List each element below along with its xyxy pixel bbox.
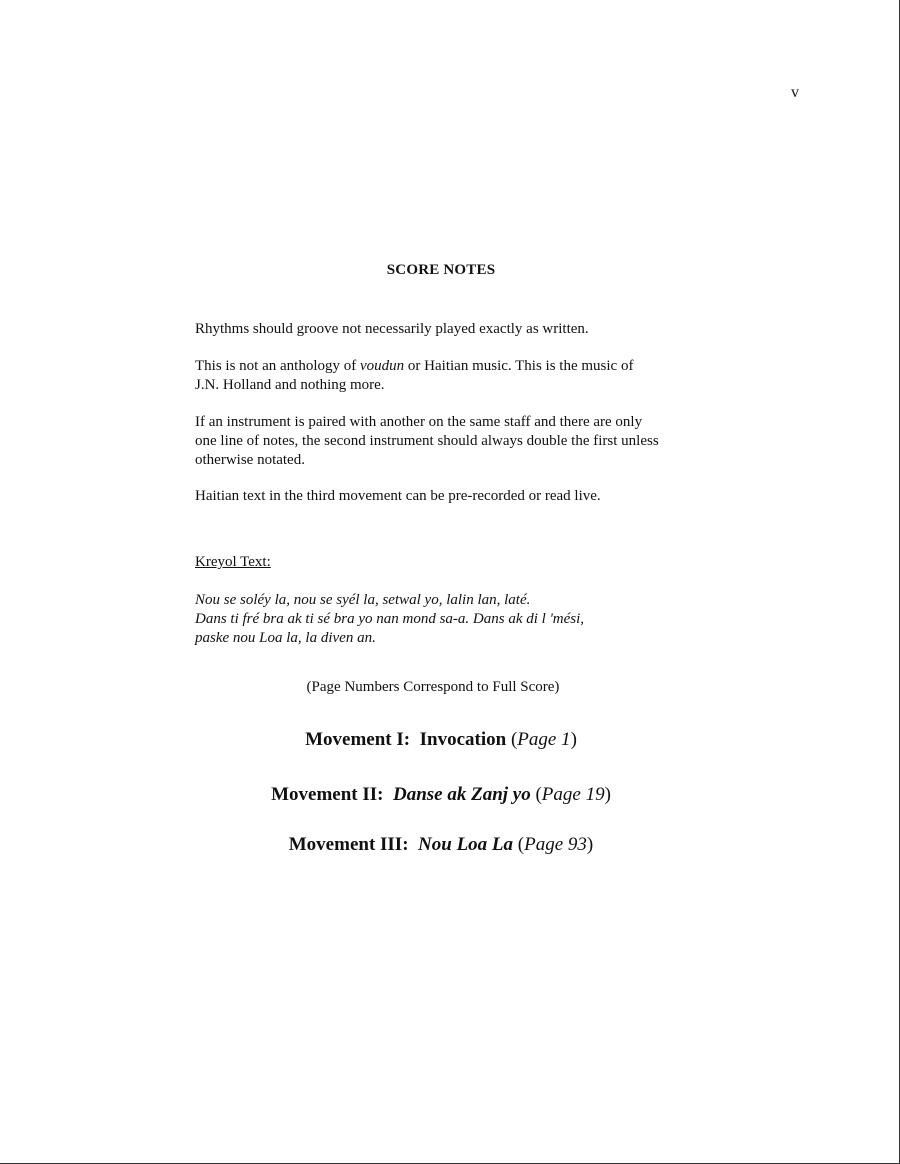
note-anthology-italic: voudun (360, 358, 405, 374)
movement-3-label: Movement III: (288, 834, 409, 855)
movement-3: Movement III: Nou Loa La (Page 93) (288, 834, 594, 855)
kreyol-line-2: Dans ti fré bra ak ti sé bra yo nan mond sa-a. Dans ak di l 'mési, (195, 611, 585, 627)
movement-3-title: Nou Loa La (418, 834, 514, 855)
note-pairing-line-3: otherwise notated. (195, 452, 305, 468)
note-pairing-line-1: If an instrument is paired with another on the same staff and there are only (195, 414, 643, 430)
kreyol-line-3: paske nou Loa la, la diven an. (195, 630, 376, 646)
movement-1-title: Invocation (419, 729, 507, 750)
note-anthology-text-a: This is not an anthology of (195, 358, 360, 374)
note-anthology (195, 357, 715, 395)
movement-1-page: Page 1 (517, 729, 571, 750)
movement-1-label: Movement I: (305, 729, 411, 750)
kreyol-heading: Kreyol Text: (195, 554, 271, 570)
kreyol-text (195, 591, 715, 648)
page-title: SCORE NOTES (386, 262, 496, 278)
movement-2-page: Page 19 (541, 784, 605, 805)
note-haitian-text: Haitian text in the third movement can be pre-recorded or read live. (195, 488, 601, 504)
page-number: v (791, 84, 799, 101)
note-anthology-text-c: J.N. Holland and nothing more. (195, 377, 385, 393)
kreyol-line-1: Nou se soléy la, nou se syél la, setwal yo, lalin lan, laté. (195, 592, 531, 608)
note-pairing-line-2: one line of notes, the second instrument should always double the first unless (195, 433, 659, 449)
movement-1: Movement I: Invocation (Page 1) (305, 729, 577, 750)
page-numbers-note: (Page Numbers Correspond to Full Score) (306, 679, 560, 695)
movement-2: Movement II: Danse ak Zanj yo (Page 19) (271, 784, 611, 805)
note-rhythms: Rhythms should groove not necessarily played exactly as written. (195, 321, 589, 337)
note-instrument-pairing (195, 413, 715, 470)
movement-3-page: Page 93 (524, 834, 587, 855)
note-anthology-text-b: or Haitian music. This is the music of (404, 358, 634, 374)
movement-2-title: Danse ak Zanj yo (392, 784, 531, 805)
movement-2-label: Movement II: (271, 784, 384, 805)
